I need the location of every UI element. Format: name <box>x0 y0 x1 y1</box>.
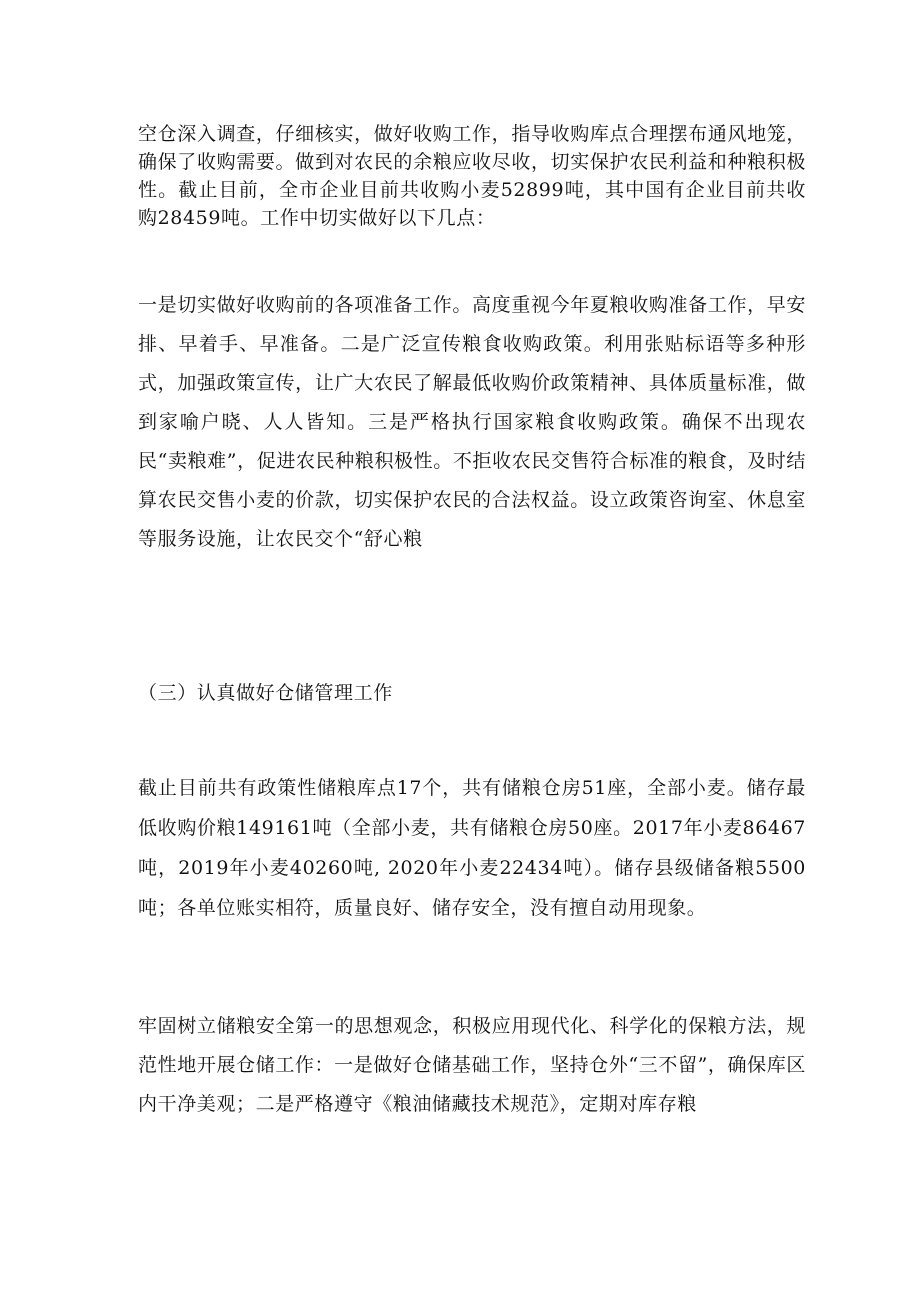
section-heading: （三）认真做好仓储管理工作 <box>138 682 393 704</box>
body-paragraph-procurement-summary: 空仓深入调查，仔细核实，做好收购工作，指导收购库点合理摆布通风地笼，确保了收购需要。做到对农民的余粮应收尽收，切实保护农民利益和种粮积极性。截止目前，全市企业目前共收购小麦52899吨，其中国有企业目前共收购28459吨。工作中切实做好以下几点： <box>138 123 806 229</box>
body-paragraph-storage-status: 截止目前共有政策性储粮库点17个，共有储粮仓房51座，全部小麦。储存最低收购价粮149161吨（全部小麦，共有储粮仓房50座。2017年小麦86467吨，2019年小麦40260吨, 2020年小麦22434吨）。储存县级储备粮5500吨；各单位账实相符，质量良好、储存安全，没有擅自动用现象。 <box>138 777 806 919</box>
body-paragraph-storage-safety: 牢固树立储粮安全第一的思想观念，积极应用现代化、科学化的保粮方法，规范性地开展仓储工作：一是做好仓储基础工作，坚持仓外“三不留”，确保库区内干净美观；二是严格遵守《粮油储藏技术规范》，定期对库存粮 <box>138 1015 806 1115</box>
body-paragraph-procurement-measures: 一是切实做好收购前的各项准备工作。高度重视今年夏粮收购准备工作，早安排、早着手、早准备。二是广泛宣传粮食收购政策。利用张贴标语等多种形式，加强政策宣传，让广大农民了解最低收购价政策精神、具体质量标准，做到家喻户晓、人人皆知。三是严格执行国家粮食收购政策。确保不出现农民“卖粮难”，促进农民种粮积极性。不拒收农民交售符合标准的粮食，及时结算农民交售小麦的价款，切实保护农民的合法权益。设立政策咨询室、休息室等服务设施，让农民交个“舒心粮 <box>138 294 806 550</box>
